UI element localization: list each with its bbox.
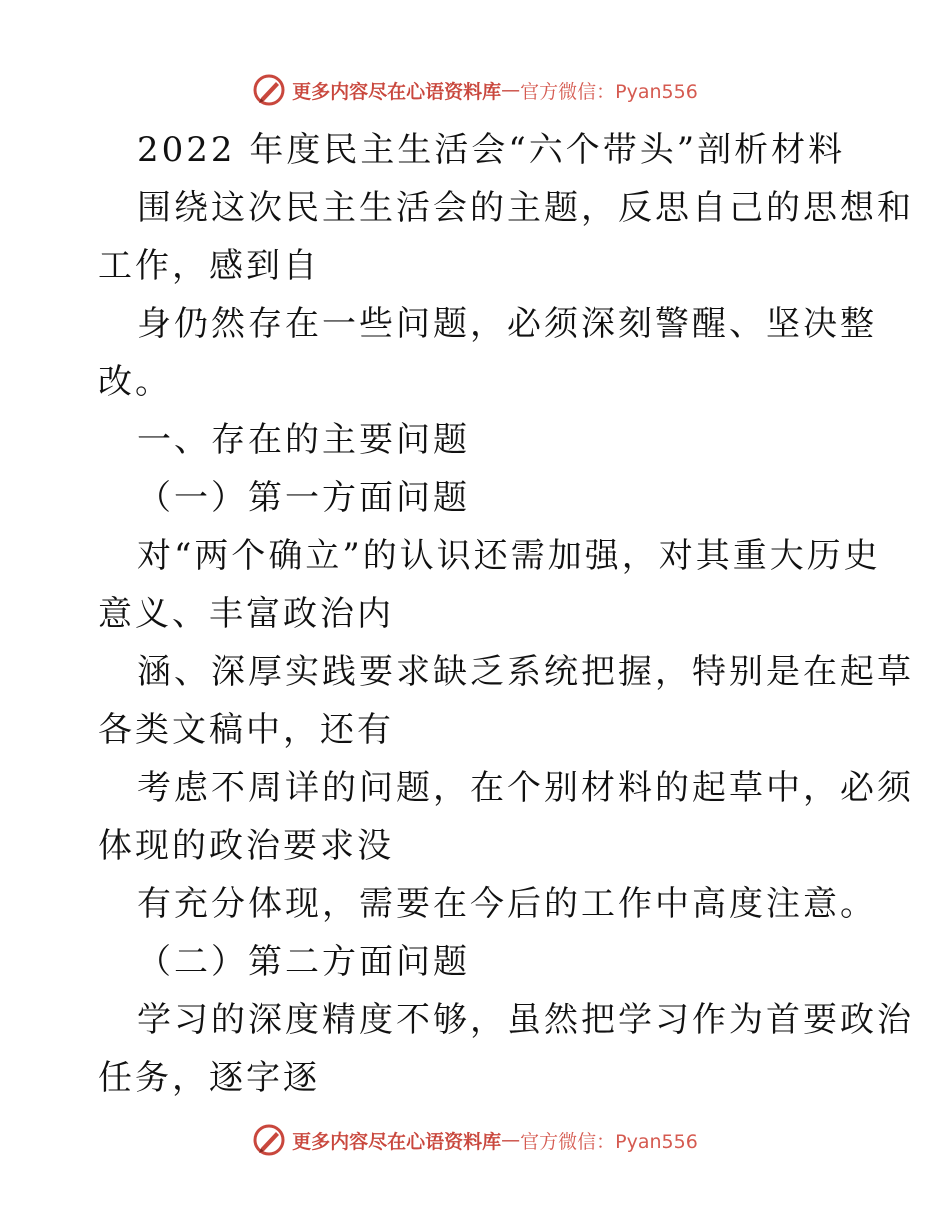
paragraph-line: 围绕这次民主生活会的主题，反思自己的思想和 bbox=[137, 188, 914, 228]
subsection-heading: （一）第一方面问题 bbox=[137, 478, 470, 518]
section-heading: 一、存在的主要问题 bbox=[137, 420, 470, 460]
paragraph-line: 工作，感到自 bbox=[98, 246, 320, 286]
document-title: 2022 年度民主生活会“六个带头”剖析材料 bbox=[137, 130, 846, 170]
watermark-official: 官方微信：Pyan556 bbox=[520, 80, 698, 103]
watermark-dash: — bbox=[501, 1129, 521, 1151]
watermark-brand: 更多内容尽在心语资料库 bbox=[292, 1130, 502, 1153]
watermark-official: 官方微信：Pyan556 bbox=[520, 1130, 698, 1153]
pen-logo-icon bbox=[252, 73, 286, 107]
paragraph-line: 身仍然存在一些问题，必须深刻警醒、坚决整 bbox=[137, 304, 877, 344]
watermark-brand: 更多内容尽在心语资料库 bbox=[292, 80, 502, 103]
watermark-banner-top bbox=[0, 70, 950, 110]
paragraph-line: 任务，逐字逐 bbox=[98, 1058, 320, 1098]
pen-logo-icon bbox=[252, 1123, 286, 1157]
subsection-heading: （二）第二方面问题 bbox=[137, 942, 470, 982]
paragraph-line: 涵、深厚实践要求缺乏系统把握，特别是在起草 bbox=[137, 652, 914, 692]
paragraph-line: 有充分体现，需要在今后的工作中高度注意。 bbox=[137, 884, 877, 924]
paragraph-line: 考虑不周详的问题，在个别材料的起草中，必须 bbox=[137, 768, 914, 808]
watermark-banner-bottom bbox=[0, 1120, 950, 1160]
watermark-dash: — bbox=[501, 79, 521, 101]
paragraph-line: 改。 bbox=[98, 362, 172, 402]
paragraph-line: 各类文稿中，还有 bbox=[98, 710, 394, 750]
paragraph-line: 学习的深度精度不够，虽然把学习作为首要政治 bbox=[137, 1000, 914, 1040]
paragraph-line: 体现的政治要求没 bbox=[98, 826, 394, 866]
paragraph-line: 意义、丰富政治内 bbox=[98, 594, 394, 634]
paragraph-line: 对“两个确立”的认识还需加强，对其重大历史 bbox=[137, 536, 881, 576]
